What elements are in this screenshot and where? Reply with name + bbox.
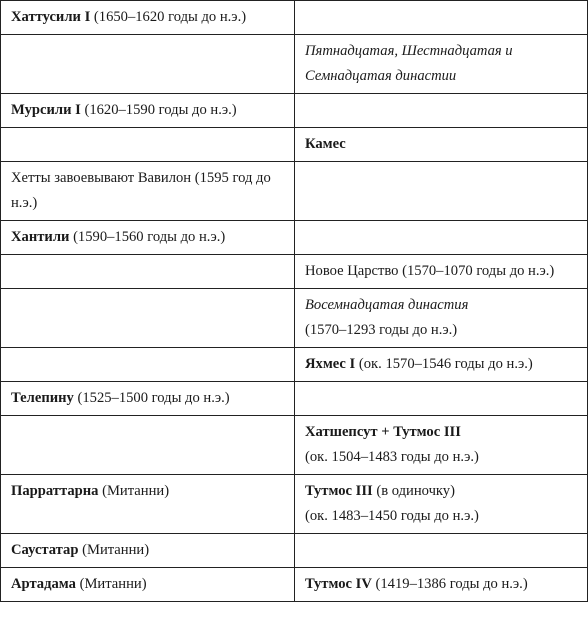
cell-second-line-text: (1570–1293 годы до н.э.) <box>305 322 458 338</box>
cell-rest-text: (в одиночку) <box>372 483 455 499</box>
cell-rest-text: (ок. 1570–1546 годы до н.э.) <box>355 356 533 372</box>
cell-rest-text: (1525–1500 годы до н.э.) <box>73 390 230 406</box>
table-row <box>1 382 588 416</box>
cell-egypt <box>295 221 588 255</box>
cell-egypt <box>295 348 588 382</box>
cell-second-line-text: (ок. 1483–1450 годы до н.э.) <box>305 508 479 524</box>
cell-egypt <box>295 568 588 602</box>
chronology-table-body <box>1 1 588 602</box>
table-row <box>1 534 588 568</box>
cell-hittite <box>1 416 295 475</box>
cell-egypt <box>295 382 588 416</box>
cell-egypt <box>295 416 588 475</box>
cell-egypt <box>295 94 588 128</box>
table-row <box>1 348 588 382</box>
cell-bold-text: Хантили <box>11 229 70 245</box>
cell-bold-text: Камес <box>305 136 346 152</box>
cell-egypt <box>295 289 588 348</box>
cell-bold-text: Хаттусили I <box>11 9 91 25</box>
cell-bold-text: Телепину <box>11 390 74 406</box>
table-row <box>1 94 588 128</box>
cell-hittite <box>1 162 295 221</box>
cell-hittite <box>1 1 295 35</box>
table-row <box>1 221 588 255</box>
cell-hittite <box>1 382 295 416</box>
cell-hittite <box>1 94 295 128</box>
cell-bold-text: Артадама <box>11 576 76 592</box>
cell-rest-text: (1650–1620 годы до н.э.) <box>90 9 247 25</box>
cell-hittite <box>1 568 295 602</box>
cell-rest-text: (1419–1386 годы до н.э.) <box>371 576 528 592</box>
cell-egypt <box>295 35 588 94</box>
table-row <box>1 1 588 35</box>
cell-hittite <box>1 534 295 568</box>
cell-bold-text: Тутмос III <box>305 483 373 499</box>
cell-rest-text: (1590–1560 годы до н.э.) <box>69 229 226 245</box>
cell-plain-text: Новое Царство (1570–1070 годы до н.э.) <box>305 263 555 279</box>
table-row <box>1 475 588 534</box>
cell-egypt <box>295 255 588 289</box>
cell-rest-text: (Митанни) <box>78 542 150 558</box>
table-row <box>1 35 588 94</box>
cell-egypt <box>295 475 588 534</box>
cell-hittite <box>1 255 295 289</box>
cell-hittite <box>1 128 295 162</box>
table-row <box>1 568 588 602</box>
cell-italic-text: Восемнадцатая династия <box>305 297 469 313</box>
cell-egypt <box>295 162 588 221</box>
cell-second-line-text: (ок. 1504–1483 годы до н.э.) <box>305 449 479 465</box>
table-row <box>1 255 588 289</box>
cell-hittite <box>1 289 295 348</box>
cell-hittite <box>1 35 295 94</box>
cell-bold-text: Саустатар <box>11 542 79 558</box>
cell-egypt <box>295 1 588 35</box>
table-row <box>1 128 588 162</box>
cell-bold-text: Яхмес I <box>305 356 356 372</box>
cell-rest-text: (Митанни) <box>75 576 147 592</box>
cell-bold-text: Парраттарна <box>11 483 99 499</box>
table-row <box>1 289 588 348</box>
cell-bold-text: Мурсили I <box>11 102 81 118</box>
cell-hittite <box>1 348 295 382</box>
cell-hittite <box>1 221 295 255</box>
cell-egypt <box>295 128 588 162</box>
table-row <box>1 162 588 221</box>
table-row <box>1 416 588 475</box>
cell-plain-text: Хетты завоевывают Вавилон (1595 год до н.э.) <box>11 170 271 211</box>
cell-italic-text: Пятнадцатая, Шестнадцатая и Семнадцатая династии <box>305 43 513 84</box>
cell-hittite <box>1 475 295 534</box>
cell-rest-text: (1620–1590 годы до н.э.) <box>80 102 237 118</box>
cell-egypt <box>295 534 588 568</box>
cell-rest-text: (Митанни) <box>98 483 170 499</box>
cell-bold-text: Тутмос IV <box>305 576 372 592</box>
cell-bold-text: Хатшепсут + Тутмос III <box>305 424 461 440</box>
